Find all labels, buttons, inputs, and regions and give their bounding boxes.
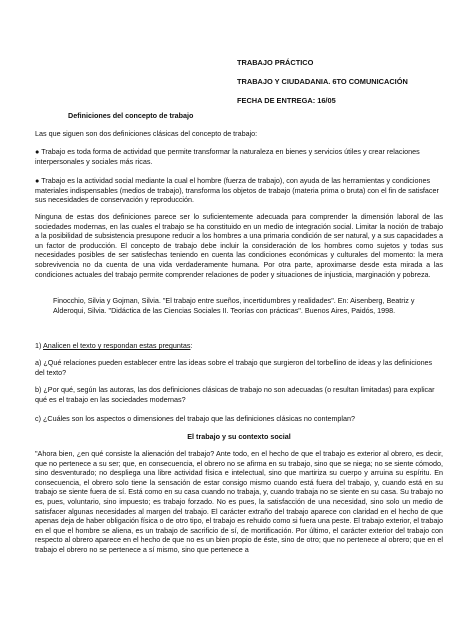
definition-2: ● Trabajo es la actividad social mediante la cual el hombre (fuerza de trabajo), con ayuda de las herramientas y condiciones materiales indispensables (medios de trabajo), transforma los objetos de trabajo (materia prima o bruta) con el fin de satisfacer sus necesidades de conservación y reproducción. [35,176,439,205]
header-title: TRABAJO PRÁCTICO [237,58,314,67]
task-number: 1) [35,341,42,350]
task-title: Analicen el texto y respondan estas preguntas [43,341,191,350]
section-title: Definiciones del concepto de trabajo [68,111,194,120]
definition-1: ● Trabajo es toda forma de actividad que permite transformar la naturaleza en bienes y servicios útiles y crear relaciones interpersonales y sociales más ricas. [35,147,420,166]
task-colon: : [190,341,193,350]
header-subject: TRABAJO Y CIUDADANIA. 6TO COMUNICACIÓN [237,77,408,86]
question-b: b) ¿Por qué, según las autoras, las dos definiciones clásicas de trabajo no son adecuadas (o resultan limitadas) para explicar qué es el trabajo en las sociedades modernas? [35,385,435,404]
paragraph-1: Ninguna de estas dos definiciones parece ser lo suficientemente adecuada para comprender la dimensión laboral de las sociedades modernas, en las cuales el trabajo se ha constituido en un medio de integración social. Limitar la noción de trabajo a la posibilidad de subsistencia presupone reducir a los hombres a una primaria condición de ser natural, y a sus capacidades a un factor de producción. El concepto de trabajo debe incluir la consideración de los hombres como sujetos y todas sus necesidades posibles de ser satisfechas teniendo en cuenta las condiciones económicas y culturales del momento: la mera sobrevivencia no da cuenta de una vida verdaderamente humana. Por otra parte, aproximarse desde esta mirada a las condiciones actuales del trabajo permite comprender relaciones de poder y situaciones de injusticia, marginación y pobreza. [35,212,443,279]
header-due-date: FECHA DE ENTREGA: 16/05 [237,96,336,105]
question-a: a) ¿Qué relaciones pueden establecer entre las ideas sobre el trabajo que surgieron del torbellino de ideas y las definiciones del texto? [35,358,433,377]
question-c: c) ¿Cuáles son los aspectos o dimensiones del trabajo que las definiciones clásicas no contemplan? [35,414,356,423]
citation: Finocchio, Silvia y Gojman, Silvia. "El trabajo entre sueños, incertidumbres y realidades". En: Aisenberg, Beatriz y Alderoqui, Silvia. "Didáctica de las Ciencias Sociales II. Teorías con prácticas". Buenos Aires, Paidós, 1998. [53,296,415,315]
paragraph-2: "Ahora bien, ¿en qué consiste la alienación del trabajo? Ante todo, en el hecho de que el trabajo es exterior al obrero, es decir, que no pertenece a su ser; que, en consecuencia, el obrero no se afirma en su trabajo, sino que se niega; no se siente cómodo, sino desventurado; no despliega una libre actividad física e intelectual, sino que martiriza su cuerpo y arruina su espíritu. En consecuencia, el obrero solo tiene la sensación de estar consigo mismo cuando está fuera del trabajo, y, cuando está en su trabajo se siente fuera de sí. Está como en su casa cuando no trabaja, y, cuando trabaja no se siente en su casa. Su trabajo no es, pues, voluntario, sino impuesto; es trabajo forzado. No es pues, la satisfacción de una necesidad, sino solo un medio de satisfacer algunas necesidades al margen del trabajo. El carácter extraño del trabajo aparece con claridad en el hecho de que apenas deja de haber obligación física o de otro tipo, el trabajo es rehuido como si fuera una peste. El trabajo exterior, el trabajo en el que el hombre se aliena, es un trabajo de sacrificio de sí, de mortificación. Por último, el carácter exterior del trabajo con respecto al obrero aparece en el hecho de que no es un bien propio de éste, sino de otro; que no pertenece al obrero; que en el trabajo el obrero no se pertenece a sí mismo, sino que pertenece a [35,449,443,554]
section2-title: El trabajo y su contexto social [187,432,291,441]
task-heading [35,341,443,351]
intro-text: Las que siguen son dos definiciones clásicas del concepto de trabajo: [35,129,258,138]
